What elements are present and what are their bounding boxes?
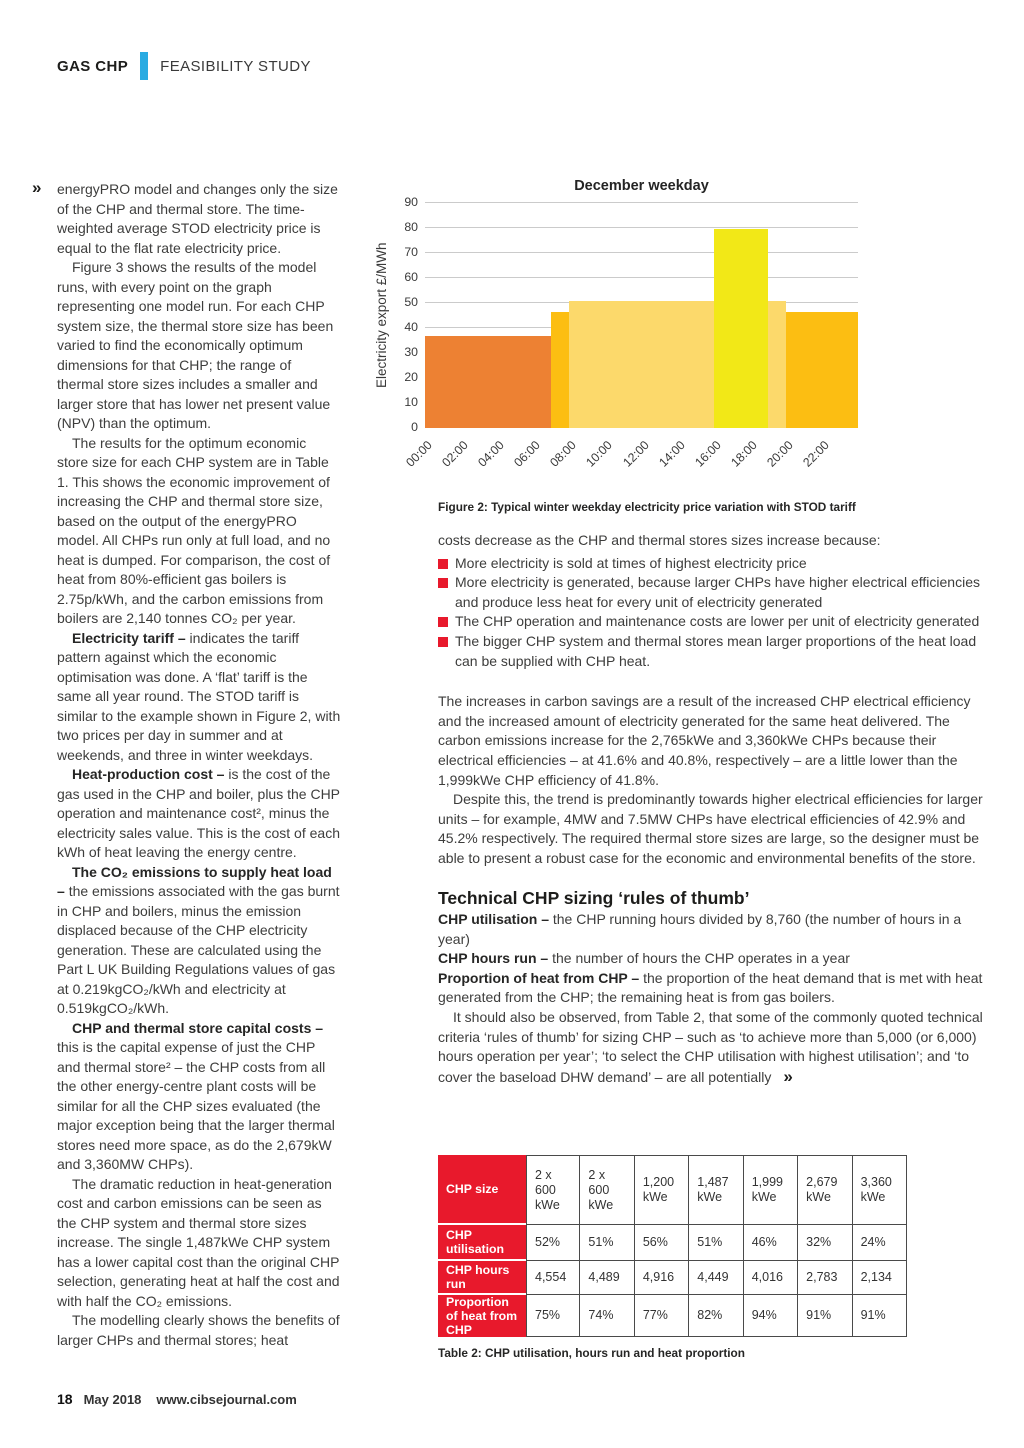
intro-paragraph: costs decrease as the CHP and thermal stores sizes increase because: bbox=[438, 532, 881, 548]
chart-title: December weekday bbox=[574, 178, 709, 194]
body-paragraph: The modelling clearly shows the benefits of larger CHPs and thermal stores; heat bbox=[57, 1312, 340, 1348]
table-row-header: CHP utilisation bbox=[438, 1225, 526, 1261]
paragraph-lead: Heat-production cost – bbox=[72, 766, 229, 782]
price-bar bbox=[714, 229, 768, 428]
table-cell: 74% bbox=[580, 1295, 634, 1337]
body-paragraph: Despite this, the trend is predominantly towards higher electrical efficiencies for larger units – for example, 4MW and 7.5MW CHPs have electrical efficiencies of 42.9% and 45.2% respectively. The required thermal store sizes are large, so the designer must be able to present a robust case for the economic and environmental benefits of the store. bbox=[438, 791, 983, 866]
table-cell: 82% bbox=[689, 1295, 743, 1337]
closing-paragraph: It should also be observed, from Table 2, that some of the commonly quoted technical criteria ‘rules of thumb’ for sizing CHP – such as ‘to achieve more than 5,000 (or 6,000) hours operation per year’; ‘to select the CHP utilisation with highest utilisation’; and ‘to cover the baseload DHW demand’ – are all potentially » bbox=[438, 1009, 983, 1086]
y-tick-label: 80 bbox=[404, 220, 418, 234]
page-number: 18 bbox=[57, 1391, 73, 1407]
table-cell: 52% bbox=[526, 1225, 580, 1261]
paragraph-lead: The CO₂ emissions to supply heat load – bbox=[57, 863, 332, 899]
body-paragraph: CHP and thermal store capital costs – this is the capital expense of just the CHP and thermal store² – the CHP costs from all the other energy-centre plant costs will be similar for all the CHP sizes evaluated (the major exception being that the larger thermal stores need more space, as do the 2,679kW and 3,360MW CHPs). bbox=[57, 1019, 335, 1172]
x-tick-label: 00:00 bbox=[403, 438, 435, 470]
y-tick-label: 20 bbox=[404, 370, 418, 384]
section-label: FEASIBILITY STUDY bbox=[160, 57, 311, 75]
table-cell: 1,200 kWe bbox=[635, 1155, 689, 1225]
x-tick-label: 12:00 bbox=[619, 438, 652, 470]
definition-item: CHP utilisation – the CHP running hours divided by 8,760 (the number of hours in a year) bbox=[438, 911, 962, 947]
kicker-divider-bar bbox=[140, 52, 148, 80]
bullet-item: The bigger CHP system and thermal stores mean larger proportions of the heat load can be supplied with CHP heat. bbox=[438, 632, 986, 671]
table-cell: 51% bbox=[580, 1225, 634, 1261]
definition-item: Proportion of heat from CHP – the proportion of the heat demand that is met with heat generated from the CHP; the remaining heat is from gas boilers. bbox=[438, 969, 983, 1006]
x-tick-label: 16:00 bbox=[691, 438, 724, 470]
table-row-header: CHP hours run bbox=[438, 1261, 526, 1295]
table-cell: 32% bbox=[798, 1225, 852, 1261]
body-paragraph: Figure 3 shows the results of the model runs, with every point on the graph representing one model run. For each CHP system size, the thermal store size has been varied to find the economically optimum dimensions for that CHP; the range of thermal store sizes includes a smaller and larger store that has lower net present value (NPV) than the optimum. bbox=[57, 259, 334, 431]
paragraph-lead: CHP and thermal store capital costs – bbox=[72, 1019, 324, 1036]
table-cell: 4,016 bbox=[744, 1261, 798, 1295]
table-cell: 4,449 bbox=[689, 1261, 743, 1295]
y-tick-label: 60 bbox=[404, 270, 418, 284]
x-tick-label: 04:00 bbox=[475, 438, 508, 470]
continued-from-marker: » bbox=[32, 178, 42, 197]
x-tick-label: 10:00 bbox=[583, 438, 616, 470]
chart-gridline bbox=[425, 227, 858, 228]
paragraph-lead: CHP hours run – bbox=[438, 950, 553, 967]
definition-list bbox=[438, 910, 986, 1008]
bullet-square-icon bbox=[438, 637, 448, 647]
table-cell: 56% bbox=[635, 1225, 689, 1261]
x-tick-label: 22:00 bbox=[800, 438, 832, 470]
bullet-item: More electricity is generated, because larger CHPs have higher electrical efficiencies and produce less heat for every unit of electricity generated bbox=[438, 573, 986, 612]
body-paragraph: Electricity tariff – indicates the tariff pattern against which the economic optimisation was done. A ‘flat’ tariff is the same all year round. The STOD tariff is similar to the example shown in Figure 2, with two prices per day in summer and at weekends, and three in winter weekdays. bbox=[57, 629, 341, 763]
page-footer bbox=[57, 1391, 297, 1407]
masthead bbox=[57, 52, 311, 80]
y-tick-label: 30 bbox=[404, 345, 418, 359]
table-cell: 91% bbox=[798, 1295, 852, 1337]
chp-table bbox=[438, 1155, 907, 1337]
table-cell: 2 x 600 kWe bbox=[526, 1155, 580, 1225]
section-heading: Technical CHP sizing ‘rules of thumb’ bbox=[438, 887, 750, 908]
table-cell: 46% bbox=[744, 1225, 798, 1261]
left-column bbox=[32, 178, 341, 1350]
chart-gridline bbox=[425, 252, 858, 253]
bullet-item: More electricity is sold at times of highest electricity price bbox=[438, 554, 986, 574]
table-cell: 2,783 bbox=[798, 1261, 852, 1295]
definition-item: CHP hours run – the number of hours the CHP operates in a year bbox=[438, 950, 850, 967]
x-tick-label: 14:00 bbox=[655, 438, 688, 470]
table-caption: Table 2: CHP utilisation, hours run and heat proportion bbox=[438, 1346, 745, 1360]
price-bar bbox=[768, 301, 786, 429]
table-cell: 1,999 kWe bbox=[744, 1155, 798, 1225]
bullet-list bbox=[438, 554, 986, 672]
price-bar bbox=[569, 301, 713, 429]
chart-plot bbox=[425, 203, 858, 428]
body-paragraph: The increases in carbon savings are a result of the increased CHP electrical efficiency and the increased amount of electricity generated for the same heat delivered. The carbon emissions increase for the 2,765kWe and 3,360kWe CHPs because their electrical efficiencies – at 41.6% and 40.8%, respectively – are a little lower than the 1,999kWe CHP efficiency of 41.8%. bbox=[438, 693, 971, 788]
body-paragraph: The dramatic reduction in heat-generation cost and carbon emissions can be seen as the CHP system and thermal store sizes increase. The single 1,487kWe CHP system has a lower capital cost than the original CHP selection, generating heat at half the cost and with half the CO₂ emissions. bbox=[57, 1175, 340, 1309]
body-paragraph: » energyPRO model and changes only the size of the CHP and thermal store. The time-weighted average STOD electricity price is equal to the flat rate electricity price. bbox=[32, 178, 338, 256]
y-tick-label: 70 bbox=[404, 245, 418, 259]
right-column bbox=[438, 531, 986, 1087]
x-tick-label: 20:00 bbox=[764, 438, 796, 470]
price-bar bbox=[551, 312, 569, 428]
table-cell: 51% bbox=[689, 1225, 743, 1261]
y-axis-title: Electricity export £/MWh bbox=[374, 242, 389, 389]
bullet-square-icon bbox=[438, 559, 448, 569]
x-tick-label: 08:00 bbox=[547, 438, 580, 470]
y-tick-label: 10 bbox=[404, 395, 418, 409]
table-cell: 75% bbox=[526, 1295, 580, 1337]
bullet-square-icon bbox=[438, 617, 448, 627]
y-tick-label: 90 bbox=[404, 195, 418, 209]
paragraph-lead: Electricity tariff – bbox=[72, 629, 190, 646]
body-paragraph: Heat-production cost – is the cost of the gas used in the CHP and boiler, plus the CHP operation and maintenance cost², minus the electricity sales value. This is the cost of each kWh of heat leaving the energy centre. bbox=[57, 766, 340, 860]
table-cell: 77% bbox=[635, 1295, 689, 1337]
bullet-square-icon bbox=[438, 578, 448, 588]
chart-gridline bbox=[425, 277, 858, 278]
table-cell: 91% bbox=[853, 1295, 907, 1337]
paragraph-lead: CHP utilisation – bbox=[438, 911, 553, 928]
table-cell: 1,487 kWe bbox=[689, 1155, 743, 1225]
price-bar bbox=[786, 312, 858, 428]
bullet-item: The CHP operation and maintenance costs are lower per unit of electricity generated bbox=[438, 612, 986, 632]
price-bar bbox=[425, 336, 551, 429]
table-cell: 2,679 kWe bbox=[798, 1155, 852, 1225]
y-tick-label: 50 bbox=[404, 295, 418, 309]
paragraph-lead: Proportion of heat from CHP – bbox=[438, 969, 644, 986]
x-tick-label: 02:00 bbox=[439, 438, 471, 470]
body-paragraph: The results for the optimum economic store size for each CHP system are in Table 1. This shows the economic improvement of increasing the CHP and thermal store size, based on the output of the energyPRO model. All CHPs run only at full load, and no heat is dumped. For comparison, the cost of heat from 80%-efficient gas boilers is 2.75p/kWh, and the carbon emissions from boilers are 2,140 tonnes CO₂ per year. bbox=[57, 434, 331, 626]
x-tick-label: 18:00 bbox=[727, 438, 760, 470]
table-cell: 4,916 bbox=[635, 1261, 689, 1295]
table-cell: 94% bbox=[744, 1295, 798, 1337]
table-cell: 4,489 bbox=[580, 1261, 634, 1295]
continued-to-marker: » bbox=[783, 1066, 793, 1086]
y-tick-label: 0 bbox=[411, 420, 418, 434]
chart-gridline bbox=[425, 202, 858, 203]
table-cell: 2 x 600 kWe bbox=[580, 1155, 634, 1225]
table-cell: 3,360 kWe bbox=[853, 1155, 907, 1225]
figure-caption: Figure 2: Typical winter weekday electricity price variation with STOD tariff bbox=[438, 500, 856, 514]
tariff-chart bbox=[376, 176, 896, 498]
x-tick-label: 06:00 bbox=[511, 438, 544, 470]
issue-date: May 2018 bbox=[83, 1392, 142, 1407]
right-paragraphs bbox=[438, 692, 986, 868]
section-kicker: GAS CHP bbox=[57, 57, 129, 75]
table-cell: 24% bbox=[853, 1225, 907, 1261]
y-tick-label: 40 bbox=[404, 320, 418, 334]
table-row-header: CHP size bbox=[438, 1155, 526, 1225]
table-row-header: Proportion of heat from CHP bbox=[438, 1295, 526, 1337]
journal-url: www.cibsejournal.com bbox=[156, 1392, 297, 1407]
table-cell: 4,554 bbox=[526, 1261, 580, 1295]
table-cell: 2,134 bbox=[853, 1261, 907, 1295]
body-paragraph: The CO₂ emissions to supply heat load – the emissions associated with the gas burnt in CHP and boilers, minus the emission displaced because of the CHP electricity generation. These are calculated using the Part L UK Building Regulations values of gas at 0.219kgCO₂/kWh and electricity at 0.519kgCO₂/kWh. bbox=[57, 863, 340, 1016]
